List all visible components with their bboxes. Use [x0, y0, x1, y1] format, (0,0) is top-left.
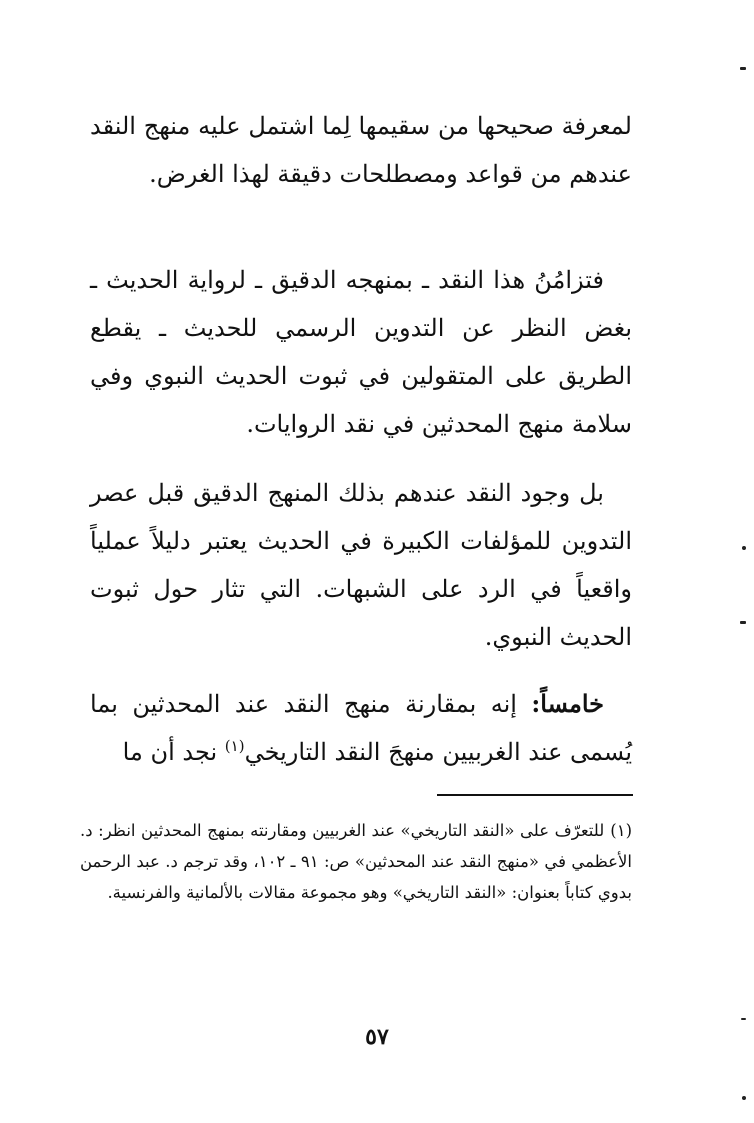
scan-edge-mark [742, 546, 746, 550]
paragraph-lead-word: خامساً: [531, 689, 604, 718]
footnote-marker: (١) [610, 821, 632, 840]
footnote [80, 815, 632, 908]
paragraph-text: لمعرفة صحيحها من سقيمها لِما اشتمل عليه منهج النقد عندهم من قواعد ومصطلحات دقيقة لهذا الغرض. [90, 112, 632, 188]
scan-edge-mark [740, 621, 746, 624]
paragraph-text: إنه بمقارنة منهج النقد عند المحدثين بما يُسمى عند الغربيين منهجَ النقد التاريخي [90, 690, 632, 766]
scan-edge-mark [741, 1018, 746, 1020]
page-number: ٥٧ [365, 1024, 389, 1050]
footnote-reference[interactable]: (١) [224, 737, 245, 755]
body-paragraph-4 [90, 680, 632, 776]
body-paragraph-3 [90, 469, 632, 661]
paragraph-text: بل وجود النقد عندهم بذلك المنهج الدقيق قبل عصر التدوين للمؤلفات الكبيرة في الحديث يعتبر دليلاً عملياً واقعياً في الرد على الشبهات. التي تثار حول ثبوت الحديث النبوي. [90, 479, 632, 651]
body-paragraph-2 [90, 256, 632, 448]
body-paragraph-1 [90, 102, 632, 198]
scan-edge-mark [742, 1096, 746, 1100]
footnote-text: للتعرّف على «النقد التاريخي» عند الغربيين ومقارنته بمنهج المحدثين انظر: د. الأعظمي في «منهج النقد عند المحدثين» ص: ٩١ ـ ١٠٢، وقد ترجم د. عبد الرحمن بدوي كتاباً بعنوان: «النقد التاريخي» وهو مجموعة مقالات بالألمانية والفرنسية. [80, 821, 633, 902]
scan-edge-mark [740, 67, 746, 70]
paragraph-text: فتزامُنُ هذا النقد ـ بمنهجه الدقيق ـ لرواية الحديث ـ بغض النظر عن التدوين الرسمي للحديث ـ يقطع الطريق على المتقولين في ثبوت الحديث النبوي وفي سلامة منهج المحدثين في نقد الروايات. [90, 266, 632, 438]
paragraph-text: نجد أن ما [122, 738, 225, 766]
footnote-separator [437, 794, 633, 796]
